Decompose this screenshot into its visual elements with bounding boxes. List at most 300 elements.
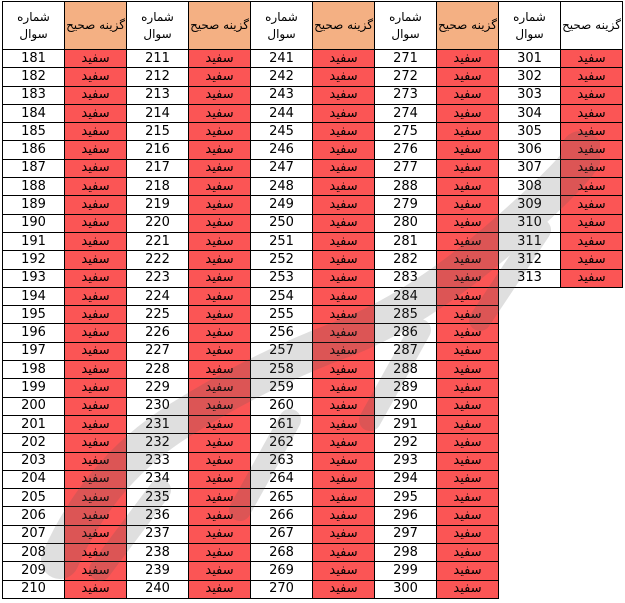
answer-key-table — [2, 1, 623, 599]
question-number-cell: 186 — [3, 141, 65, 159]
table-row — [3, 470, 623, 488]
question-number-cell: 224 — [127, 287, 189, 305]
question-number-cell: 285 — [375, 306, 437, 324]
answer-cell: سفید — [437, 324, 499, 342]
answer-cell: سفید — [313, 434, 375, 452]
answer-cell: سفید — [65, 379, 127, 397]
question-number-cell: 210 — [3, 580, 65, 598]
answer-cell: سفید — [65, 361, 127, 379]
question-number-cell: 206 — [3, 507, 65, 525]
answer-cell: سفید — [189, 361, 251, 379]
answer-cell: سفید — [313, 507, 375, 525]
question-number-cell: 256 — [251, 324, 313, 342]
question-number-cell: 193 — [3, 269, 65, 287]
empty-cell — [499, 489, 561, 507]
table-row — [3, 324, 623, 342]
table-row — [3, 123, 623, 141]
question-number-cell: 304 — [499, 104, 561, 122]
question-number-cell: 239 — [127, 562, 189, 580]
question-number-cell: 231 — [127, 415, 189, 433]
table-row — [3, 68, 623, 86]
question-number-cell: 228 — [127, 361, 189, 379]
answer-cell: سفید — [313, 379, 375, 397]
empty-cell — [499, 415, 561, 433]
question-number-cell: 288 — [375, 361, 437, 379]
answer-cell: سفید — [189, 141, 251, 159]
answer-cell: سفید — [313, 580, 375, 598]
answer-cell: سفید — [65, 489, 127, 507]
answer-cell: سفید — [65, 196, 127, 214]
question-number-cell: 183 — [3, 86, 65, 104]
empty-cell — [499, 287, 561, 305]
question-number-cell: 288 — [375, 178, 437, 196]
question-number-cell: 215 — [127, 123, 189, 141]
answer-cell: سفید — [65, 525, 127, 543]
question-number-cell: 204 — [3, 470, 65, 488]
question-number-cell: 243 — [251, 86, 313, 104]
question-number-cell: 212 — [127, 68, 189, 86]
question-number-cell: 222 — [127, 251, 189, 269]
empty-cell — [499, 342, 561, 360]
answer-cell: سفید — [189, 525, 251, 543]
empty-cell — [561, 562, 623, 580]
empty-cell — [561, 306, 623, 324]
table-row — [3, 50, 623, 68]
answer-cell: سفید — [189, 397, 251, 415]
question-number-cell: 218 — [127, 178, 189, 196]
answer-cell: سفید — [189, 86, 251, 104]
answer-cell: سفید — [65, 50, 127, 68]
question-number-cell: 281 — [375, 232, 437, 250]
question-number-cell: 275 — [375, 123, 437, 141]
answer-cell: سفید — [65, 470, 127, 488]
table-row — [3, 287, 623, 305]
question-number-cell: 191 — [3, 232, 65, 250]
answer-cell: سفید — [437, 287, 499, 305]
question-number-cell: 305 — [499, 123, 561, 141]
answer-cell: سفید — [437, 562, 499, 580]
empty-cell — [561, 470, 623, 488]
question-number-cell: 294 — [375, 470, 437, 488]
answer-cell: سفید — [189, 434, 251, 452]
answer-cell: سفید — [561, 232, 623, 250]
answer-cell: سفید — [313, 287, 375, 305]
correct-option-header: گزینه صحیح — [561, 2, 623, 50]
question-number-cell: 271 — [375, 50, 437, 68]
empty-cell — [499, 397, 561, 415]
question-number-cell: 261 — [251, 415, 313, 433]
answer-cell: سفید — [561, 50, 623, 68]
question-number-cell: 188 — [3, 178, 65, 196]
answer-cell: سفید — [437, 196, 499, 214]
answer-cell: سفید — [189, 287, 251, 305]
question-number-cell: 221 — [127, 232, 189, 250]
answer-cell: سفید — [437, 306, 499, 324]
answer-cell: سفید — [189, 452, 251, 470]
question-number-cell: 268 — [251, 544, 313, 562]
question-number-cell: 189 — [3, 196, 65, 214]
empty-cell — [561, 324, 623, 342]
question-number-cell: 211 — [127, 50, 189, 68]
answer-cell: سفید — [189, 178, 251, 196]
question-number-cell: 207 — [3, 525, 65, 543]
question-number-cell: 260 — [251, 397, 313, 415]
answer-cell: سفید — [437, 159, 499, 177]
answer-cell: سفید — [313, 269, 375, 287]
question-number-cell: 226 — [127, 324, 189, 342]
answer-cell: سفید — [437, 525, 499, 543]
answer-cell: سفید — [313, 306, 375, 324]
empty-cell — [561, 489, 623, 507]
answer-cell: سفید — [313, 159, 375, 177]
answer-cell: سفید — [313, 452, 375, 470]
question-number-cell: 247 — [251, 159, 313, 177]
answer-cell: سفید — [313, 50, 375, 68]
answer-cell: سفید — [313, 415, 375, 433]
question-number-cell: 282 — [375, 251, 437, 269]
question-number-cell: 295 — [375, 489, 437, 507]
answer-cell: سفید — [313, 470, 375, 488]
answer-cell: سفید — [65, 178, 127, 196]
answer-cell: سفید — [437, 489, 499, 507]
answer-cell: سفید — [65, 232, 127, 250]
question-number-cell: 214 — [127, 104, 189, 122]
question-number-cell: 257 — [251, 342, 313, 360]
table-row — [3, 232, 623, 250]
table-row — [3, 525, 623, 543]
question-number-cell: 230 — [127, 397, 189, 415]
question-number-cell: 248 — [251, 178, 313, 196]
table-row — [3, 415, 623, 433]
empty-cell — [561, 397, 623, 415]
question-number-cell: 311 — [499, 232, 561, 250]
answer-cell: سفید — [437, 141, 499, 159]
empty-cell — [561, 580, 623, 598]
question-number-cell: 198 — [3, 361, 65, 379]
answer-cell: سفید — [189, 470, 251, 488]
question-number-cell: 287 — [375, 342, 437, 360]
question-number-cell: 266 — [251, 507, 313, 525]
question-number-cell: 205 — [3, 489, 65, 507]
table-row — [3, 397, 623, 415]
answer-cell: سفید — [561, 86, 623, 104]
question-number-cell: 300 — [375, 580, 437, 598]
answer-cell: سفید — [313, 104, 375, 122]
question-number-cell: 258 — [251, 361, 313, 379]
answer-cell: سفید — [313, 324, 375, 342]
question-number-cell: 246 — [251, 141, 313, 159]
answer-cell: سفید — [437, 434, 499, 452]
empty-cell — [561, 525, 623, 543]
question-number-cell: 217 — [127, 159, 189, 177]
question-number-cell: 216 — [127, 141, 189, 159]
question-number-cell: 274 — [375, 104, 437, 122]
answer-cell: سفید — [189, 580, 251, 598]
question-number-cell: 200 — [3, 397, 65, 415]
question-number-cell: 297 — [375, 525, 437, 543]
empty-cell — [499, 507, 561, 525]
question-number-cell: 181 — [3, 50, 65, 68]
header-row — [3, 2, 623, 50]
empty-cell — [499, 470, 561, 488]
question-number-cell: 241 — [251, 50, 313, 68]
answer-cell: سفید — [437, 68, 499, 86]
answer-cell: سفید — [189, 104, 251, 122]
answer-cell: سفید — [65, 342, 127, 360]
answer-cell: سفید — [437, 251, 499, 269]
question-number-cell: 307 — [499, 159, 561, 177]
answer-cell: سفید — [437, 342, 499, 360]
question-number-cell: 272 — [375, 68, 437, 86]
question-number-cell: 219 — [127, 196, 189, 214]
question-number-cell: 187 — [3, 159, 65, 177]
answer-cell: سفید — [65, 123, 127, 141]
question-number-cell: 234 — [127, 470, 189, 488]
question-number-cell: 209 — [3, 562, 65, 580]
question-number-cell: 233 — [127, 452, 189, 470]
empty-cell — [499, 544, 561, 562]
table-row — [3, 214, 623, 232]
question-number-cell: 277 — [375, 159, 437, 177]
answer-cell: سفید — [189, 251, 251, 269]
answer-cell: سفید — [437, 269, 499, 287]
question-number-cell: 236 — [127, 507, 189, 525]
answer-cell: سفید — [65, 269, 127, 287]
answer-cell: سفید — [65, 434, 127, 452]
question-number-header: شماره سوال — [251, 2, 313, 50]
question-number-cell: 267 — [251, 525, 313, 543]
table-row — [3, 178, 623, 196]
question-number-cell: 251 — [251, 232, 313, 250]
question-number-header: شماره سوال — [375, 2, 437, 50]
empty-cell — [499, 324, 561, 342]
answer-cell: سفید — [561, 251, 623, 269]
answer-cell: سفید — [437, 214, 499, 232]
answer-cell: سفید — [65, 397, 127, 415]
answer-cell: سفید — [313, 525, 375, 543]
answer-cell: سفید — [437, 86, 499, 104]
question-number-cell: 203 — [3, 452, 65, 470]
answer-cell: سفید — [561, 269, 623, 287]
table-row — [3, 379, 623, 397]
question-number-cell: 232 — [127, 434, 189, 452]
answer-cell: سفید — [65, 544, 127, 562]
answer-cell: سفید — [189, 123, 251, 141]
empty-cell — [561, 507, 623, 525]
answer-cell: سفید — [313, 68, 375, 86]
question-number-cell: 227 — [127, 342, 189, 360]
table-row — [3, 196, 623, 214]
question-number-cell: 202 — [3, 434, 65, 452]
answer-cell: سفید — [437, 507, 499, 525]
question-number-cell: 309 — [499, 196, 561, 214]
correct-option-header: گزینه صحیح — [437, 2, 499, 50]
question-number-header: شماره سوال — [499, 2, 561, 50]
question-number-cell: 263 — [251, 452, 313, 470]
question-number-cell: 244 — [251, 104, 313, 122]
answer-cell: سفید — [65, 141, 127, 159]
question-number-cell: 302 — [499, 68, 561, 86]
question-number-cell: 299 — [375, 562, 437, 580]
question-number-cell: 265 — [251, 489, 313, 507]
empty-cell — [561, 379, 623, 397]
question-number-cell: 254 — [251, 287, 313, 305]
answer-cell: سفید — [561, 214, 623, 232]
question-number-cell: 240 — [127, 580, 189, 598]
question-number-cell: 296 — [375, 507, 437, 525]
empty-cell — [561, 544, 623, 562]
table-row — [3, 306, 623, 324]
empty-cell — [561, 452, 623, 470]
question-number-cell: 220 — [127, 214, 189, 232]
question-number-cell: 270 — [251, 580, 313, 598]
question-number-cell: 255 — [251, 306, 313, 324]
empty-cell — [499, 379, 561, 397]
answer-cell: سفید — [561, 68, 623, 86]
empty-cell — [499, 562, 561, 580]
empty-cell — [499, 306, 561, 324]
question-number-cell: 306 — [499, 141, 561, 159]
answer-cell: سفید — [189, 159, 251, 177]
answer-cell: سفید — [313, 489, 375, 507]
question-number-cell: 184 — [3, 104, 65, 122]
answer-cell: سفید — [189, 507, 251, 525]
question-number-cell: 262 — [251, 434, 313, 452]
table-row — [3, 269, 623, 287]
question-number-cell: 208 — [3, 544, 65, 562]
answer-cell: سفید — [313, 361, 375, 379]
question-number-cell: 249 — [251, 196, 313, 214]
answer-cell: سفید — [189, 489, 251, 507]
question-number-cell: 264 — [251, 470, 313, 488]
answer-cell: سفید — [65, 415, 127, 433]
table-row — [3, 507, 623, 525]
answer-cell: سفید — [189, 68, 251, 86]
question-number-cell: 195 — [3, 306, 65, 324]
answer-cell: سفید — [313, 562, 375, 580]
table-row — [3, 452, 623, 470]
empty-cell — [561, 342, 623, 360]
answer-cell: سفید — [437, 415, 499, 433]
question-number-cell: 223 — [127, 269, 189, 287]
answer-cell: سفید — [437, 379, 499, 397]
answer-cell: سفید — [313, 232, 375, 250]
question-number-cell: 276 — [375, 141, 437, 159]
answer-cell: سفید — [437, 361, 499, 379]
question-number-cell: 235 — [127, 489, 189, 507]
table-row — [3, 251, 623, 269]
question-number-cell: 182 — [3, 68, 65, 86]
question-number-cell: 197 — [3, 342, 65, 360]
question-number-cell: 284 — [375, 287, 437, 305]
answer-cell: سفید — [189, 306, 251, 324]
question-number-cell: 280 — [375, 214, 437, 232]
question-number-cell: 245 — [251, 123, 313, 141]
answer-cell: سفید — [65, 251, 127, 269]
answer-cell: سفید — [561, 141, 623, 159]
answer-cell: سفید — [437, 470, 499, 488]
question-number-cell: 303 — [499, 86, 561, 104]
answer-cell: سفید — [65, 324, 127, 342]
question-number-cell: 229 — [127, 379, 189, 397]
answer-cell: سفید — [437, 104, 499, 122]
question-number-cell: 192 — [3, 251, 65, 269]
answer-cell: سفید — [313, 342, 375, 360]
answer-cell: سفید — [313, 544, 375, 562]
answer-cell: سفید — [189, 232, 251, 250]
correct-option-header: گزینه صحیح — [313, 2, 375, 50]
table-row — [3, 489, 623, 507]
answer-cell: سفید — [313, 141, 375, 159]
answer-cell: سفید — [189, 342, 251, 360]
empty-cell — [499, 452, 561, 470]
answer-cell: سفید — [561, 104, 623, 122]
answer-cell: سفید — [313, 196, 375, 214]
answer-cell: سفید — [313, 397, 375, 415]
question-number-cell: 279 — [375, 196, 437, 214]
question-number-cell: 313 — [499, 269, 561, 287]
table-row — [3, 361, 623, 379]
answer-cell: سفید — [437, 580, 499, 598]
question-number-cell: 237 — [127, 525, 189, 543]
answer-cell: سفید — [189, 214, 251, 232]
question-number-cell: 213 — [127, 86, 189, 104]
answer-cell: سفید — [189, 544, 251, 562]
table-row — [3, 580, 623, 598]
question-number-cell: 298 — [375, 544, 437, 562]
empty-cell — [499, 580, 561, 598]
answer-cell: سفید — [437, 178, 499, 196]
table-row — [3, 141, 623, 159]
answer-cell: سفید — [189, 562, 251, 580]
question-number-cell: 312 — [499, 251, 561, 269]
answer-cell: سفید — [561, 196, 623, 214]
answer-cell: سفید — [313, 86, 375, 104]
question-number-cell: 225 — [127, 306, 189, 324]
answer-cell: سفید — [313, 251, 375, 269]
question-number-header: شماره سوال — [127, 2, 189, 50]
answer-cell: سفید — [561, 178, 623, 196]
table-row — [3, 342, 623, 360]
question-number-cell: 310 — [499, 214, 561, 232]
question-number-cell: 190 — [3, 214, 65, 232]
question-number-cell: 250 — [251, 214, 313, 232]
question-number-cell: 199 — [3, 379, 65, 397]
question-number-header: شماره سوال — [3, 2, 65, 50]
question-number-cell: 301 — [499, 50, 561, 68]
empty-cell — [499, 361, 561, 379]
answer-cell: سفید — [65, 452, 127, 470]
answer-cell: سفید — [313, 123, 375, 141]
question-number-cell: 283 — [375, 269, 437, 287]
empty-cell — [561, 361, 623, 379]
question-number-cell: 273 — [375, 86, 437, 104]
answer-cell: سفید — [65, 580, 127, 598]
answer-cell: سفید — [65, 507, 127, 525]
answer-cell: سفید — [65, 287, 127, 305]
empty-cell — [561, 415, 623, 433]
answer-cell: سفید — [65, 562, 127, 580]
question-number-cell: 290 — [375, 397, 437, 415]
empty-cell — [499, 434, 561, 452]
table-row — [3, 159, 623, 177]
question-number-cell: 292 — [375, 434, 437, 452]
question-number-cell: 252 — [251, 251, 313, 269]
question-number-cell: 185 — [3, 123, 65, 141]
question-number-cell: 201 — [3, 415, 65, 433]
answer-cell: سفید — [313, 178, 375, 196]
question-number-cell: 259 — [251, 379, 313, 397]
